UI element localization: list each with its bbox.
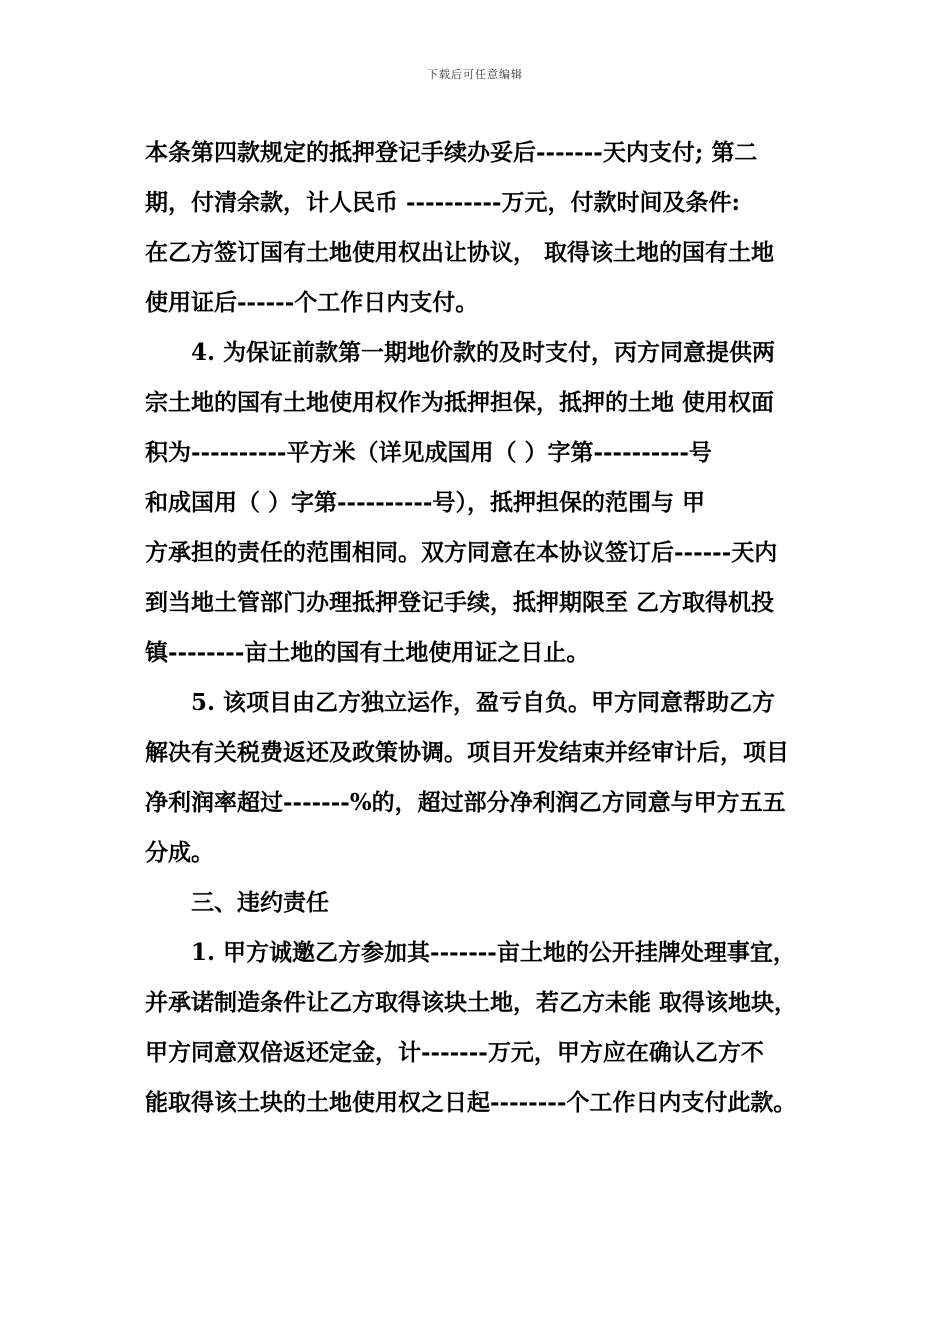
- text-line-10: 到当地土管部门办理抵押登记手续，抵押期限至 乙方取得机投: [145, 589, 775, 616]
- text-line-6: 宗土地的国有土地使用权作为抵押担保，抵押的土地 使用权面: [145, 389, 775, 416]
- text-line-8: 和成国用（ ）字第----------号），抵押担保的范围与 甲: [145, 489, 705, 516]
- text-line-3: 在乙方签订国有土地使用权出让协议， 取得该土地的国有土地: [145, 239, 775, 266]
- text-line-18: 并承诺制造条件让乙方取得该块土地，若乙方未能 取得该地块，: [145, 989, 798, 1016]
- text-line-11: 镇--------亩土地的国有土地使用证之日止。: [145, 639, 590, 666]
- text-line-13: 解决有关税费返还及政策协调。项目开发结束并经审计后，项目: [145, 739, 789, 766]
- text-line-15: 分成。: [145, 839, 214, 866]
- contract-body: [145, 128, 865, 1128]
- text-line-19: 甲方同意双倍返还定金，计-------万元，甲方应在确认乙方不: [145, 1039, 764, 1066]
- text-line-1: 本条第四款规定的抵押登记手续办妥后-------天内支付; 第二: [145, 139, 758, 166]
- text-line-9: 方承担的责任的范围相同。双方同意在本协议签订后------天内: [145, 539, 778, 566]
- page-header-note: 下载后可任意编辑: [427, 68, 523, 81]
- text-line-17: 1. 甲方诚邀乙方参加其-------亩土地的公开挂牌处理事宜，: [191, 939, 796, 966]
- text-line-2: 期，付清余款，计人民币 ----------万元，付款时间及条件:: [145, 189, 740, 216]
- text-line-14: 净利润率超过-------%的，超过部分净利润乙方同意与甲方五五: [145, 789, 786, 816]
- section-heading-breach-liability: 三、违约责任: [191, 889, 329, 916]
- text-line-4: 使用证后------个工作日内支付。: [145, 289, 479, 316]
- text-line-12: 5. 该项目由乙方独立运作，盈亏自负。甲方同意帮助乙方: [191, 689, 776, 716]
- text-line-7: 积为----------平方米（详见成国用（ ）字第----------号: [145, 439, 712, 466]
- text-line-20: 能取得该土块的土地使用权之日起--------个工作日内支付此款。: [145, 1089, 797, 1116]
- text-line-5: 4. 为保证前款第一期地价款的及时支付，丙方同意提供两: [191, 339, 776, 366]
